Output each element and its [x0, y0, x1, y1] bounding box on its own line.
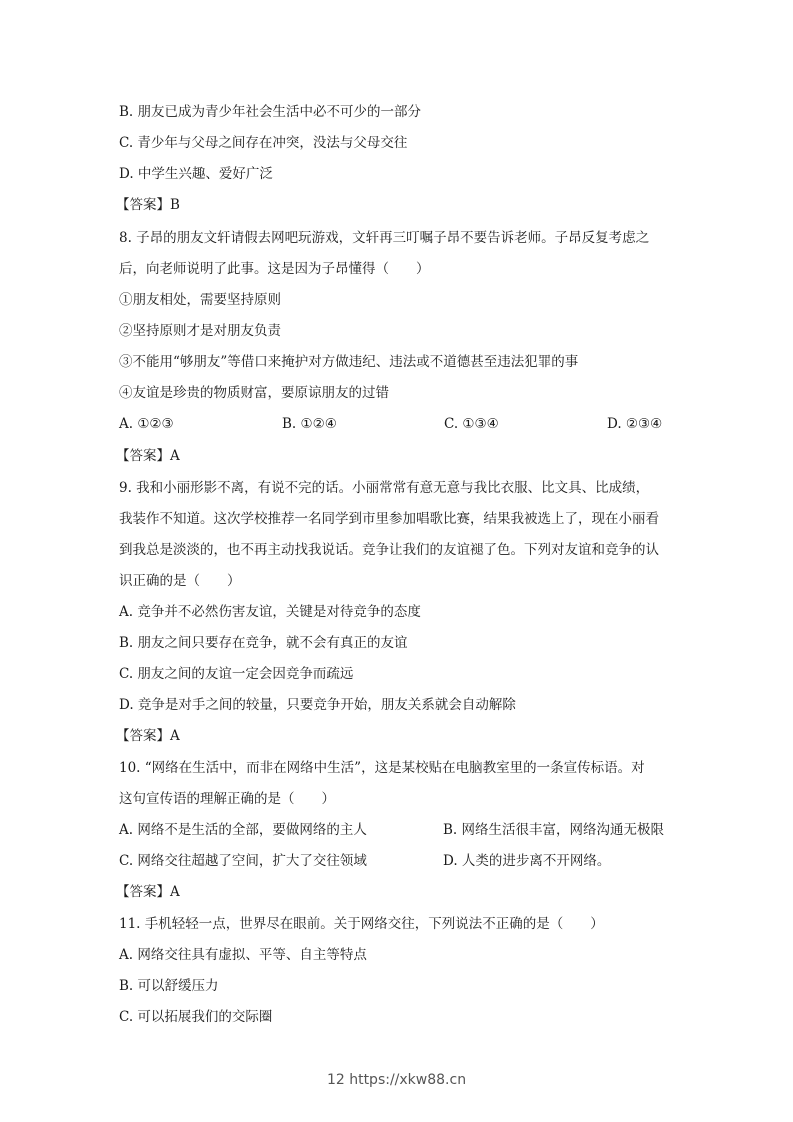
q8-option-d: D. ②③④: [607, 416, 663, 432]
q9-option-b: B. 朋友之间只要存在竞争，就不会有真正的友谊: [119, 635, 408, 651]
q10-answer: 【答案】A: [116, 884, 180, 900]
q9-stem-line-3: 到我总是淡淡的，也不再主动找我说话。竞争让我们的友谊褪了色。下列对友谊和竞争的认: [119, 542, 659, 558]
prev-option-c: C. 青少年与父母之间存在冲突，没法与父母交往: [119, 135, 408, 151]
page-footer: 12 https://xkw88.cn: [326, 1072, 467, 1088]
q11-option-a: A. 网络交往具有虚拟、平等、自主等特点: [119, 947, 367, 963]
q9-option-c: C. 朋友之间的友谊一定会因竞争而疏远: [119, 666, 354, 682]
q8-stem-line-1: 8. 子昂的朋友文轩请假去网吧玩游戏，文轩再三叮嘱子昂不要告诉老师。子昂反复考虑之: [119, 230, 650, 246]
q9-option-d: D. 竞争是对手之间的较量，只要竞争开始，朋友关系就会自动解除: [119, 697, 516, 713]
q9-option-a: A. 竞争并不必然伤害友谊，关键是对待竞争的态度: [119, 604, 421, 620]
q9-answer: 【答案】A: [116, 728, 180, 744]
prev-option-d: D. 中学生兴趣、爱好广泛: [119, 166, 273, 182]
q8-stem-line-2: 后，向老师说明了此事。这是因为子昂懂得（ ）: [119, 261, 430, 277]
q10-option-a: A. 网络不是生活的全部，要做网络的主人: [119, 822, 367, 838]
prev-answer: 【答案】B: [116, 197, 180, 213]
q8-statement-3: ③不能用“够朋友”等借口来掩护对方做违纪、违法或不道德甚至违法犯罪的事: [119, 354, 579, 370]
q9-stem-line-4: 识正确的是（ ）: [119, 573, 241, 589]
q8-statement-1: ①朋友相处，需要坚持原则: [119, 292, 281, 308]
q10-stem-line-1: 10. “网络在生活中，而非在网络中生活”，这是某校贴在电脑教室里的一条宣传标语。对: [119, 760, 645, 776]
q10-option-c: C. 网络交往超越了空间，扩大了交往领域: [119, 853, 367, 869]
q11-option-b: B. 可以舒缓压力: [119, 978, 219, 994]
q8-answer: 【答案】A: [116, 448, 180, 464]
q9-stem-line-2: 我装作不知道。这次学校推荐一名同学到市里参加唱歌比赛，结果我被选上了，现在小丽看: [119, 511, 659, 527]
q8-statement-2: ②坚持原则才是对朋友负责: [119, 323, 281, 339]
q11-stem-line-1: 11. 手机轻轻一点，世界尽在眼前。关于网络交往，下列说法不正确的是（ ）: [119, 916, 604, 932]
q11-option-c: C. 可以拓展我们的交际圈: [119, 1009, 273, 1025]
q10-stem-line-2: 这句宣传语的理解正确的是（ ）: [119, 791, 335, 807]
q10-option-d: D. 人类的进步离不开网络。: [443, 853, 611, 869]
q9-stem-line-1: 9. 我和小丽形影不离，有说不完的话。小丽常常有意无意与我比衣服、比文具、比成绩，: [119, 480, 650, 496]
q8-option-c: C. ①③④: [444, 416, 499, 432]
q10-option-b: B. 网络生活很丰富，网络沟通无极限: [443, 822, 665, 838]
prev-option-b: B. 朋友已成为青少年社会生活中必不可少的一部分: [119, 104, 422, 120]
q8-option-a: A. ①②③: [119, 416, 174, 432]
q8-option-b: B. ①②④: [282, 416, 337, 432]
q8-statement-4: ④友谊是珍贵的物质财富，要原谅朋友的过错: [119, 385, 389, 401]
